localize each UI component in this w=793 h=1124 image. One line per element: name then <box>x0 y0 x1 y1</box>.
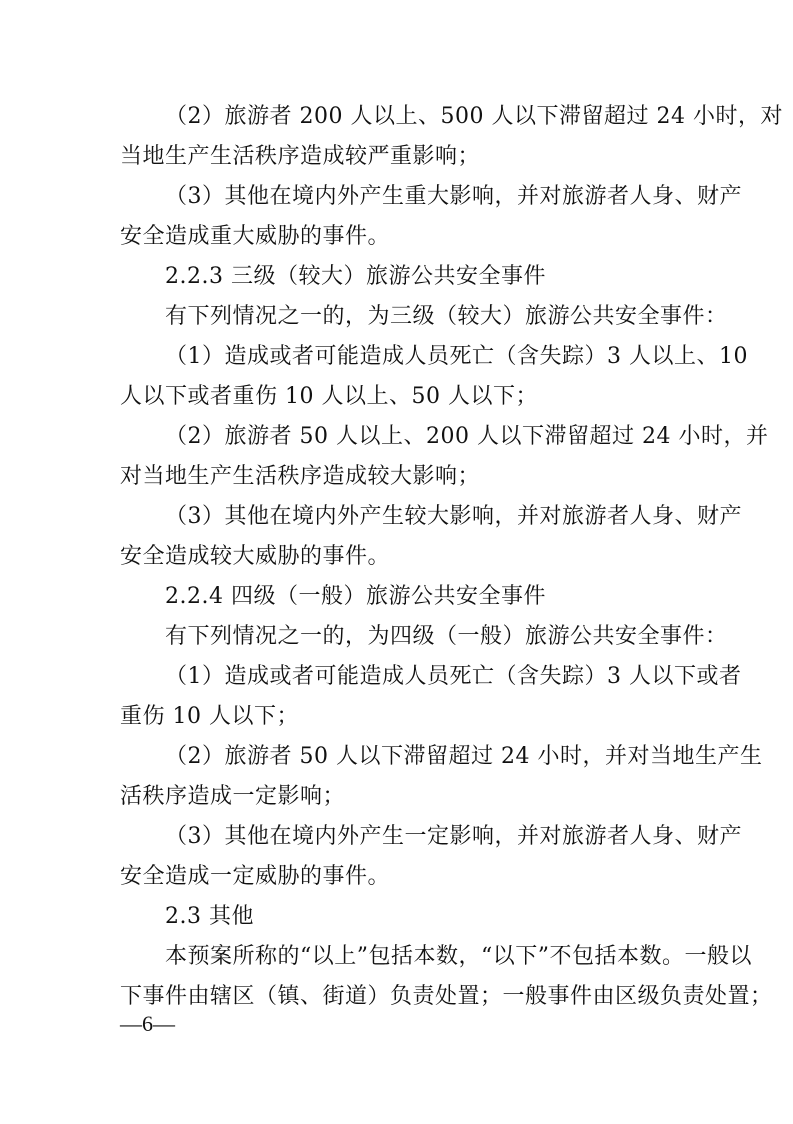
section-heading-2-2-3: 2.2.3 三级（较大）旅游公共安全事件 <box>165 264 546 289</box>
text-line-20: 安全造成一定威胁的事件。 <box>120 864 391 889</box>
text-line-3: （3）其他在境内外产生重大影响，并对旅游者人身、财产 <box>165 184 742 209</box>
text-line-7: （1）造成或者可能造成人员死亡（含失踪）3 人以上、10 <box>165 344 748 369</box>
text-line-11: （3）其他在境内外产生较大影响，并对旅游者人身、财产 <box>165 504 742 529</box>
text-line-1: （2）旅游者 200 人以上、500 人以下滞留超过 24 小时，对 <box>165 104 783 129</box>
text-line-14: 有下列情况之一的，为四级（一般）旅游公共安全事件： <box>165 624 728 649</box>
page-number: —6— <box>120 1011 175 1036</box>
text-line-19: （3）其他在境内外产生一定影响，并对旅游者人身、财产 <box>165 824 742 849</box>
text-line-8: 人以下或者重伤 10 人以上、50 人以下； <box>120 384 538 409</box>
text-line-12: 安全造成较大威胁的事件。 <box>120 544 391 569</box>
text-line-18: 活秩序造成一定影响； <box>120 784 346 809</box>
section-heading-2-3: 2.3 其他 <box>165 904 254 929</box>
text-line-22: 本预案所称的“以上”包括本数，“以下”不包括本数。一般以 <box>165 944 752 969</box>
text-line-9: （2）旅游者 50 人以上、200 人以下滞留超过 24 小时，并 <box>165 424 769 449</box>
text-line-6: 有下列情况之一的，为三级（较大）旅游公共安全事件： <box>165 304 728 329</box>
section-heading-2-2-4: 2.2.4 四级（一般）旅游公共安全事件 <box>165 584 546 609</box>
text-line-15: （1）造成或者可能造成人员死亡（含失踪）3 人以下或者 <box>165 664 742 689</box>
text-line-16: 重伤 10 人以下； <box>120 704 299 729</box>
text-line-17: （2）旅游者 50 人以下滞留超过 24 小时，并对当地生产生 <box>165 744 763 769</box>
text-line-4: 安全造成重大威胁的事件。 <box>120 224 391 249</box>
text-line-2: 当地生产生活秩序造成较严重影响； <box>120 144 481 169</box>
text-line-23: 下事件由辖区（镇、街道）负责处置；一般事件由区级负责处置； <box>120 984 773 1009</box>
text-line-10: 对当地生产生活秩序造成较大影响； <box>120 464 481 489</box>
